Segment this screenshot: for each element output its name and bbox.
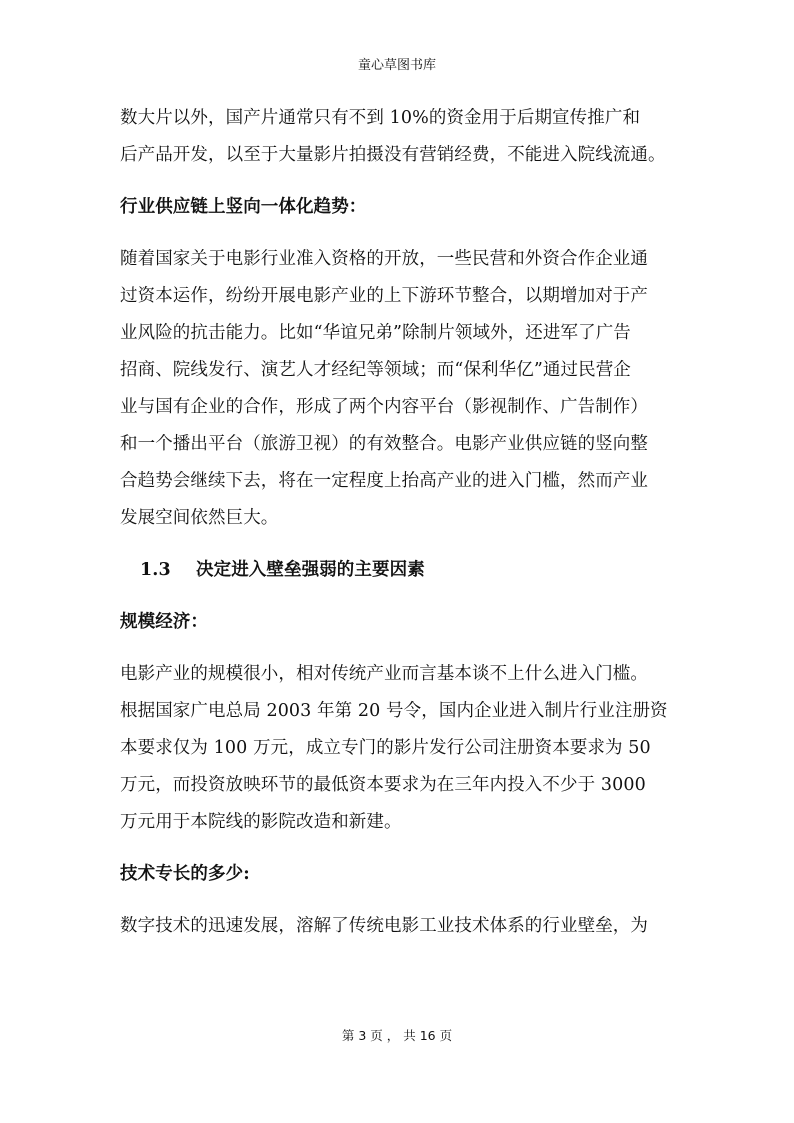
paragraph-line: 数大片以外，国产片通常只有不到 10%的资金用于后期宣传推广和 [120,108,641,128]
paragraph-line: 根据国家广电总局 2003 年第 20 号令，国内企业进入制片行业注册资 [120,701,668,721]
heading-economies-of-scale: 规模经济： [120,612,208,632]
paragraph-line: 随着国家关于电影行业准入资格的开放，一些民营和外资合作企业通 [120,249,648,269]
paragraph-line: 数字技术的迅速发展，溶解了传统电影工业技术体系的行业壁垒，为 [120,916,648,936]
heading-technical-expertise: 技术专长的多少: [120,864,250,884]
page-footer: 第 3 页 ， 共 16 页 [341,1028,453,1043]
paragraph-line: 业风险的抗击能力。比如“华谊兄弟”除制片领域外，还进军了广告 [120,323,631,343]
section-number: 1.3 [140,560,171,580]
paragraph-line: 合趋势会继续下去，将在一定程度上抬高产业的进入门槛，然而产业 [120,471,648,491]
section-title: 决定进入壁垒强弱的主要因素 [196,560,425,580]
paragraph-line: 业与国有企业的合作，形成了两个内容平台（影视制作、广告制作） [120,397,648,417]
paragraph-line: 万元用于本院线的影院改造和新建。 [120,812,402,832]
page-header: 童心草图书库 [357,58,436,73]
section-heading [120,552,676,589]
document-body [120,100,676,945]
paragraph-line: 电影产业的规模很小，相对传统产业而言基本谈不上什么进入门槛。 [120,664,648,684]
heading-supply-chain: 行业供应链上竖向一体化趋势： [120,197,367,217]
paragraph-line: 和一个播出平台（旅游卫视）的有效整合。电影产业供应链的竖向整 [120,434,648,454]
paragraph-line: 万元，而投资放映环节的最低资本要求为在三年内投入不少于 3000 [120,775,646,795]
paragraph-line: 招商、院线发行、演艺人才经纪等领域；而“保利华亿”通过民营企 [120,360,631,380]
paragraph-line: 过资本运作，纷纷开展电影产业的上下游环节整合，以期增加对于产 [120,286,648,306]
paragraph-line: 本要求仅为 100 万元，成立专门的影片发行公司注册资本要求为 50 [120,738,651,758]
paragraph-line: 发展空间依然巨大。 [120,508,279,528]
paragraph-line: 后产品开发，以至于大量影片拍摄没有营销经费，不能进入院线流通。 [120,145,666,165]
